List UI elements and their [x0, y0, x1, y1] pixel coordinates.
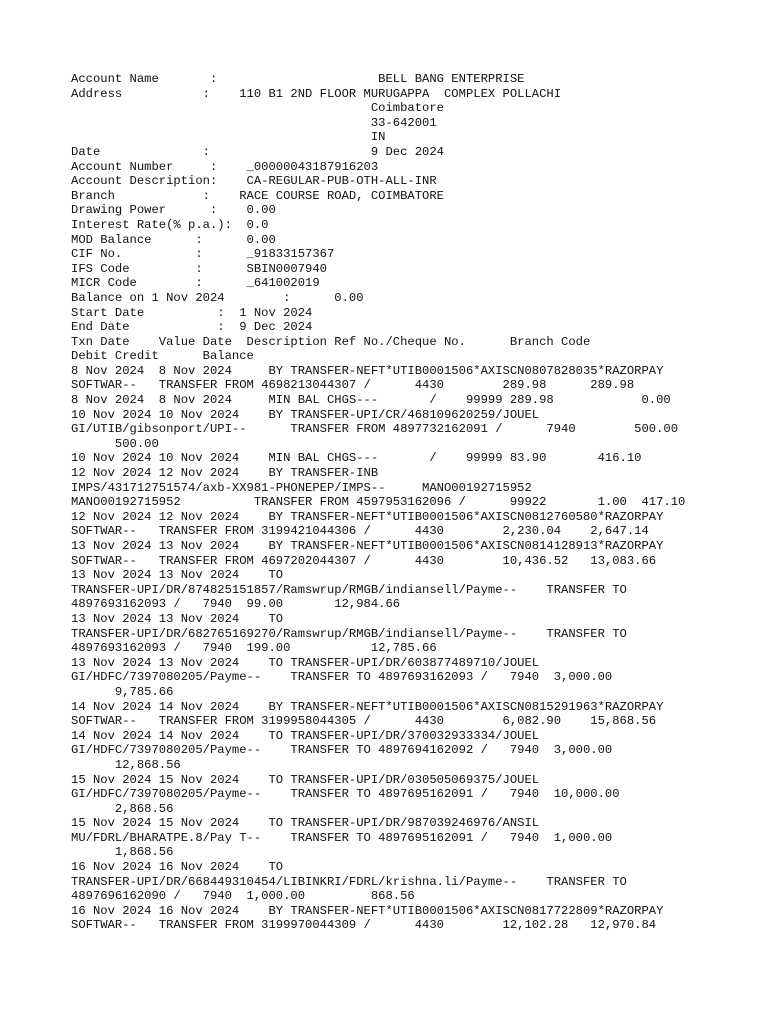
- statement-line: 4897696162090 / 7940 1,000.00 868.56: [71, 889, 415, 904]
- statement-line: IMPS/431712751574/axb-XX981-PHONEPEP/IMPS-- MANO00192715952: [71, 480, 532, 495]
- statement-line: 14 Nov 2024 14 Nov 2024 TO TRANSFER-UPI/DR/370032933334/JOUEL: [71, 728, 540, 743]
- statement-line: 12 Nov 2024 12 Nov 2024 BY TRANSFER-NEFT*UTIB0001506*AXISCN0812760580*RAZORPAY: [71, 509, 664, 524]
- account-statement-document: [71, 72, 685, 933]
- statement-line: 10 Nov 2024 10 Nov 2024 BY TRANSFER-UPI/CR/468109620259/JOUEL: [71, 407, 540, 422]
- statement-line: 1,868.56: [71, 845, 174, 860]
- statement-line: 12 Nov 2024 12 Nov 2024 BY TRANSFER-INB: [71, 466, 379, 481]
- statement-line: SOFTWAR-- TRANSFER FROM 3199970044309 / 4430 12,102.28 12,970.84: [71, 918, 657, 933]
- statement-line: 16 Nov 2024 16 Nov 2024 BY TRANSFER-NEFT*UTIB0001506*AXISCN0817722809*RAZORPAY: [71, 903, 664, 918]
- statement-line: SOFTWAR-- TRANSFER FROM 4698213044307 / 4430 289.98 289.98: [71, 378, 635, 393]
- statement-line: TRANSFER-UPI/DR/682765169270/Ramswrup/RMGB/indiansell/Payme-- TRANSFER TO: [71, 626, 627, 641]
- statement-line: Account Number : _00000043187916203: [71, 159, 379, 174]
- statement-line: 15 Nov 2024 15 Nov 2024 TO TRANSFER-UPI/DR/030505069375/JOUEL: [71, 772, 540, 787]
- statement-line: MANO00192715952 TRANSFER FROM 4597953162096 / 99922 1.00 417.10: [71, 495, 686, 510]
- statement-line: IN: [71, 130, 386, 145]
- statement-line: Coimbatore: [71, 101, 444, 116]
- statement-line: Address : 110 B1 2ND FLOOR MURUGAPPA COMPLEX POLLACHI: [71, 86, 562, 101]
- statement-line: 14 Nov 2024 14 Nov 2024 BY TRANSFER-NEFT*UTIB0001506*AXISCN0815291963*RAZORPAY: [71, 699, 664, 714]
- statement-line: GI/UTIB/gibsonport/UPI-- TRANSFER FROM 4897732162091 / 7940 500.00: [71, 422, 679, 437]
- statement-line: End Date : 9 Dec 2024: [71, 320, 313, 335]
- statement-line: 13 Nov 2024 13 Nov 2024 TO: [71, 611, 284, 626]
- statement-line: SOFTWAR-- TRANSFER FROM 4697202044307 / 4430 10,436.52 13,083.66: [71, 553, 657, 568]
- statement-line: 15 Nov 2024 15 Nov 2024 TO TRANSFER-UPI/DR/987039246976/ANSIL: [71, 816, 540, 831]
- statement-line: 4897693162093 / 7940 199.00 12,785.66: [71, 641, 437, 656]
- statement-line: 12,868.56: [71, 757, 181, 772]
- statement-line: GI/HDFC/7397080205/Payme-- TRANSFER TO 4897694162092 / 7940 3,000.00: [71, 743, 613, 758]
- statement-line: Interest Rate(% p.a.): 0.0: [71, 217, 269, 232]
- statement-line: 4897693162093 / 7940 99.00 12,984.66: [71, 597, 401, 612]
- statement-line: SOFTWAR-- TRANSFER FROM 3199958044305 / 4430 6,082.90 15,868.56: [71, 714, 657, 729]
- statement-line: GI/HDFC/7397080205/Payme-- TRANSFER TO 4897693162093 / 7940 3,000.00: [71, 670, 613, 685]
- statement-line: 10 Nov 2024 10 Nov 2024 MIN BAL CHGS--- / 99999 83.90 416.10: [71, 451, 642, 466]
- statement-line: Date : 9 Dec 2024: [71, 144, 444, 159]
- statement-line: Start Date : 1 Nov 2024: [71, 305, 313, 320]
- statement-line: Txn Date Value Date Description Ref No./Cheque No. Branch Code: [71, 334, 591, 349]
- statement-line: 8 Nov 2024 8 Nov 2024 BY TRANSFER-NEFT*UTIB0001506*AXISCN0807828035*RAZORPAY: [71, 363, 664, 378]
- statement-line: Balance on 1 Nov 2024 : 0.00: [71, 290, 364, 305]
- statement-line: IFS Code : SBIN0007940: [71, 261, 327, 276]
- statement-line: 13 Nov 2024 13 Nov 2024 TO TRANSFER-UPI/DR/603877489710/JOUEL: [71, 655, 540, 670]
- statement-line: 9,785.66: [71, 684, 174, 699]
- statement-line: MOD Balance : 0.00: [71, 232, 276, 247]
- statement-line: 33-642001: [71, 115, 437, 130]
- statement-line: Drawing Power : 0.00: [71, 203, 276, 218]
- statement-line: Branch : RACE COURSE ROAD, COIMBATORE: [71, 188, 444, 203]
- statement-line: CIF No. : _91833157367: [71, 247, 335, 262]
- statement-line: MICR Code : _641002019: [71, 276, 320, 291]
- statement-line: 16 Nov 2024 16 Nov 2024 TO: [71, 860, 284, 875]
- statement-line: Account Name : BELL BANG ENTERPRISE: [71, 72, 525, 86]
- statement-line: 13 Nov 2024 13 Nov 2024 BY TRANSFER-NEFT*UTIB0001506*AXISCN0814128913*RAZORPAY: [71, 539, 664, 553]
- statement-line: MU/FDRL/BHARATPE.8/Pay T-- TRANSFER TO 4897695162091 / 7940 1,000.00: [71, 830, 613, 845]
- statement-line: Debit Credit Balance: [71, 349, 254, 364]
- statement-line: GI/HDFC/7397080205/Payme-- TRANSFER TO 4897695162091 / 7940 10,000.00: [71, 787, 620, 802]
- statement-line: 500.00: [71, 436, 159, 451]
- statement-line: TRANSFER-UPI/DR/668449310454/LIBINKRI/FDRL/krishna.li/Payme-- TRANSFER TO: [71, 874, 627, 889]
- statement-line: Account Description: CA-REGULAR-PUB-OTH-ALL-INR: [71, 174, 437, 189]
- statement-line: TRANSFER-UPI/DR/874825151857/Ramswrup/RMGB/indiansell/Payme-- TRANSFER TO: [71, 582, 627, 597]
- statement-line: 8 Nov 2024 8 Nov 2024 MIN BAL CHGS--- / 99999 289.98 0.00: [71, 393, 671, 408]
- statement-line: 2,868.56: [71, 801, 174, 816]
- statement-line: SOFTWAR-- TRANSFER FROM 3199421044306 / 4430 2,230.04 2,647.14: [71, 524, 649, 539]
- statement-line: 13 Nov 2024 13 Nov 2024 TO: [71, 568, 284, 583]
